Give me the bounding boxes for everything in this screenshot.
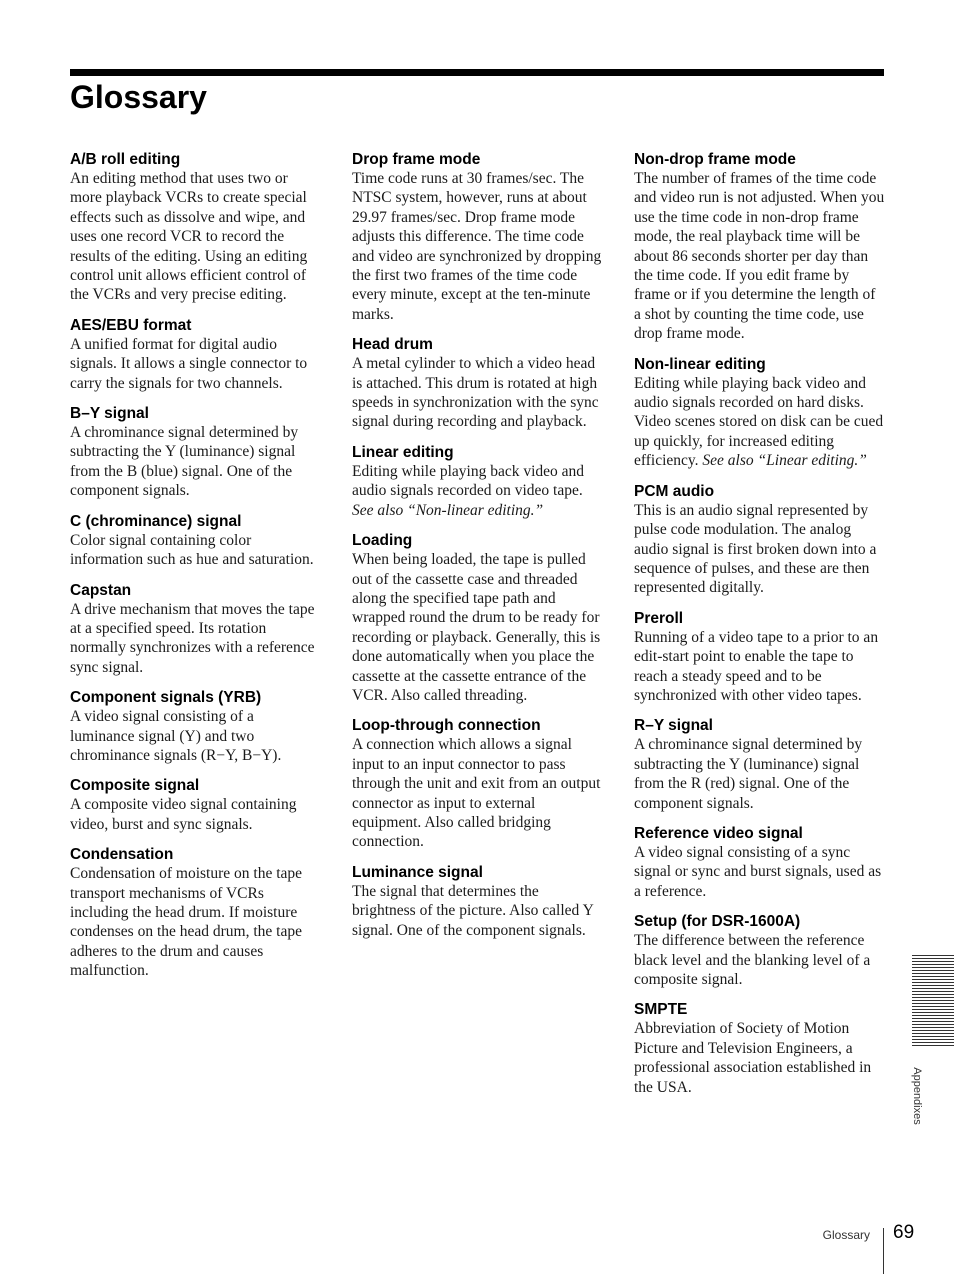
glossary-definition	[634, 735, 886, 813]
glossary-term: Reference video signal	[634, 824, 803, 842]
glossary-column-1	[70, 150, 320, 992]
definition-text: Condensation of moisture on the tape transport mechanisms of VCRs including the head drum. If moisture condenses on the head drum, the tape adheres to the drum and causes malfunction.	[70, 865, 303, 980]
glossary-definition	[70, 795, 320, 834]
glossary-definition	[634, 1019, 886, 1097]
glossary-term: SMPTE	[634, 1001, 688, 1019]
glossary-entry	[70, 512, 320, 570]
definition-text: A chrominance signal determined by subtracting the Y (luminance) signal from the R (red) signal. One of the component signals.	[634, 736, 863, 812]
definition-text: Running of a video tape to a prior to an edit-start point to enable the tape to reach a steady speed and to be synchronized with other video tapes.	[634, 628, 879, 704]
glossary-term: Composite signal	[70, 777, 200, 795]
definition-text: A video signal consisting of a luminance signal (Y) and two chrominance signals (R−Y, B−Y).	[70, 708, 282, 764]
definition-text: The difference between the reference black level and the blanking level of a composite signal.	[634, 932, 871, 988]
glossary-definition	[70, 423, 320, 501]
glossary-entry	[70, 404, 320, 501]
glossary-entry	[634, 355, 886, 471]
glossary-column-3	[634, 150, 886, 1108]
glossary-term: A/B roll editing	[70, 151, 181, 168]
glossary-entry	[352, 443, 602, 520]
definition-text: Time code runs at 30 frames/sec. The NTSC system, however, runs at about 29.97 frames/sec. Drop frame mode adjusts this difference. The time code and video are synchronized by dropping the first two frames of the time code every minute, except at the ten-minute marks.	[352, 170, 602, 323]
glossary-definition	[70, 169, 320, 305]
glossary-entry	[352, 150, 602, 324]
glossary-entry	[634, 716, 886, 813]
definition-text: A connection which allows a signal input to an input connector to pass through the unit and exit from an output connector as input to external equipment. Also called bridging connection.	[352, 736, 601, 851]
glossary-entry	[352, 863, 602, 940]
title-rule	[70, 69, 884, 76]
glossary-term: AES/EBU format	[70, 316, 192, 334]
glossary-definition	[352, 354, 602, 432]
glossary-entry	[634, 1000, 886, 1097]
glossary-term: Setup (for DSR-1600A)	[634, 913, 801, 931]
glossary-definition	[352, 550, 602, 705]
glossary-entry	[70, 316, 320, 393]
glossary-definition	[70, 707, 320, 765]
definition-text: Editing while playing back video and audio signals recorded on hard disks. Video scenes stored on disk can be cued up quickly, for increased editing efficiency.	[634, 374, 884, 470]
glossary-definition	[70, 864, 320, 980]
glossary-term: Loading	[352, 532, 413, 550]
definition-text: A video signal consisting of a sync signal or sync and burst signals, used as a reference.	[634, 843, 882, 900]
glossary-entry	[352, 531, 602, 705]
glossary-entry	[70, 688, 320, 765]
glossary-definition	[634, 628, 886, 706]
glossary-entry	[634, 912, 886, 989]
glossary-entry	[634, 609, 886, 706]
definition-text: A unified format for digital audio signals. It allows a single connector to carry the signals for two channels.	[70, 335, 308, 392]
glossary-term: Condensation	[70, 846, 174, 864]
glossary-definition	[352, 882, 602, 940]
glossary-definition	[634, 843, 886, 901]
glossary-term: Loop-through connection	[352, 717, 541, 735]
glossary-term: PCM audio	[634, 482, 715, 500]
definition-text: A composite video signal containing video, burst and sync signals.	[70, 796, 297, 833]
glossary-definition	[634, 169, 886, 344]
glossary-entry	[352, 335, 602, 432]
glossary-definition	[70, 600, 320, 678]
glossary-definition	[634, 374, 886, 471]
glossary-definition	[634, 501, 886, 598]
glossary-definition	[70, 531, 320, 570]
glossary-term: Non-drop frame mode	[634, 151, 796, 168]
footer-divider	[883, 1228, 884, 1274]
glossary-definition	[352, 462, 602, 520]
definition-text: A chrominance signal determined by subtracting the Y (luminance) signal from the B (blue) signal. One of the component signals.	[70, 424, 299, 500]
see-also-reference: See also “Non-linear editing.”	[352, 501, 544, 519]
glossary-term: Preroll	[634, 609, 684, 627]
definition-text: When being loaded, the tape is pulled out of the cassette case and threaded along the specified tape path and wrapped round the drum to be ready for recording or playback. Generally, this is done automatically when you place the cassette at the cassette entrance of the VCR. Also called threading.	[352, 551, 601, 704]
glossary-term: Drop frame mode	[352, 151, 481, 168]
page-number: 69	[893, 1222, 915, 1243]
glossary-entry	[634, 150, 886, 344]
glossary-entry	[352, 716, 602, 851]
see-also-reference: See also “Linear editing.”	[702, 452, 867, 470]
glossary-term: Component signals (YRB)	[70, 689, 262, 707]
page-title: Glossary	[70, 79, 207, 115]
definition-text: The number of frames of the time code and video run is not adjusted. When you use the time code in non-drop frame mode, the real playback time will be about 86 seconds shorter per day than the time code. If you edit frame by frame or if you determine the length of a shot by counting the time code, use drop frame mode.	[634, 170, 885, 343]
definition-text: The signal that determines the brightness of the picture. Also called Y signal. One of the component signals.	[352, 882, 594, 939]
glossary-term: Non-linear editing	[634, 355, 766, 373]
glossary-entry	[634, 482, 886, 598]
definition-text: A metal cylinder to which a video head is attached. This drum is rotated at high speeds in synchronization with the sync signal during recording and playback.	[352, 355, 599, 431]
glossary-term: Luminance signal	[352, 863, 483, 881]
glossary-term: Linear editing	[352, 443, 454, 461]
footer-section-name: Glossary	[822, 1228, 870, 1242]
glossary-definition	[352, 169, 602, 324]
glossary-entry	[70, 581, 320, 678]
glossary-term: Capstan	[70, 581, 132, 599]
glossary-definition	[70, 335, 320, 393]
section-tab-label: Appendixes	[911, 1067, 923, 1125]
glossary-term: Head drum	[352, 336, 433, 354]
glossary-term: B–Y signal	[70, 405, 149, 423]
glossary-term: C (chrominance) signal	[70, 512, 242, 530]
glossary-definition	[634, 931, 886, 989]
section-tab-marker	[912, 955, 954, 1047]
glossary-entry	[70, 776, 320, 834]
glossary-definition	[352, 735, 602, 851]
definition-text: Abbreviation of Society of Motion Picture and Television Engineers, a professional association established in the USA.	[634, 1020, 872, 1096]
definition-text: Color signal containing color information such as hue and saturation.	[70, 531, 314, 569]
definition-text: An editing method that uses two or more playback VCRs to create special effects such as dissolve and wipe, and uses one record VCR to record the results of the editing. Using an editing control unit allows efficient control of the VCRs and very precise editing.	[70, 170, 308, 304]
glossary-column-2	[352, 150, 602, 951]
glossary-term: R–Y signal	[634, 717, 713, 735]
glossary-entry	[70, 845, 320, 980]
definition-text: This is an audio signal represented by pulse code modulation. The analog audio signal is first broken down into a sequence of pulses, and these are then represented digitally.	[634, 501, 877, 597]
definition-text: Editing while playing back video and audio signals recorded on video tape.	[352, 462, 585, 500]
glossary-entry	[70, 150, 320, 305]
definition-text: A drive mechanism that moves the tape at a specified speed. Its rotation normally synchronizes with a reference sync signal.	[70, 600, 315, 676]
glossary-entry	[634, 824, 886, 901]
